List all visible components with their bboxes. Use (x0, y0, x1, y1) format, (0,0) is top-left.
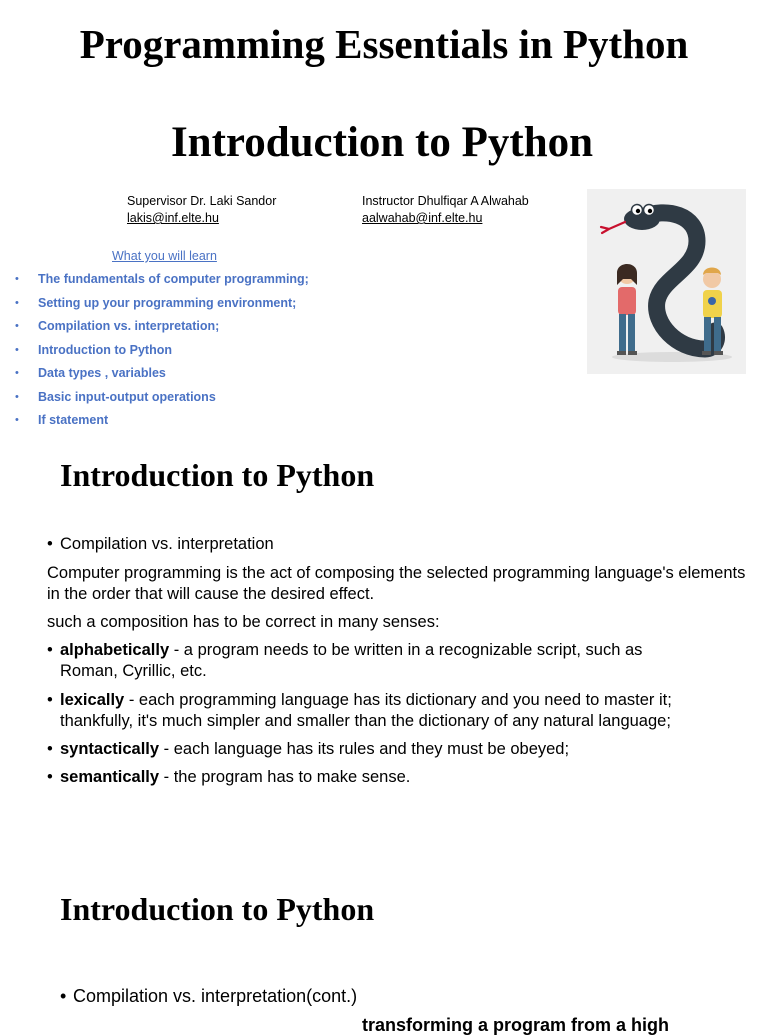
paragraph: Computer programming is the act of composing the selected programming language's elements in the order that will cause the desired effect. (47, 564, 746, 603)
learn-heading-link[interactable]: What you will learn (112, 249, 217, 263)
section-title: Introduction to Python (60, 457, 375, 493)
bullet-icon: • (60, 986, 67, 1006)
bullet-icon: • (15, 390, 19, 403)
bullet-icon: • (47, 768, 53, 786)
bullet-icon: • (15, 343, 19, 356)
bullet-icon: • (47, 641, 53, 659)
list-item: • If statement (15, 413, 109, 427)
learn-list (0, 271, 309, 436)
supervisor-email-link[interactable]: lakis@inf.elte.hu (127, 211, 219, 225)
bullet-icon: • (47, 535, 53, 553)
partial-cutoff-line: transforming a program from a high (362, 1015, 670, 1035)
instructor-email-link[interactable]: aalwahab@inf.elte.hu (362, 211, 483, 225)
list-item: • Introduction to Python (15, 342, 173, 357)
list-item: • Data types , variables (15, 366, 166, 380)
section-title: Introduction to Python (60, 891, 375, 927)
bullet-icon: • (15, 414, 19, 426)
list-item: • Basic input-output operations (15, 389, 216, 404)
bullet-icon: • (15, 367, 19, 379)
list-item: • Setting up your programming environment; (15, 295, 297, 310)
instructor-label: Instructor Dhulfiqar A Alwahab (362, 194, 529, 208)
page-subtitle: Introduction to Python (170, 119, 594, 166)
sense-item: • alphabetically - a program needs to be written in a recognizable script, such as Roman, Cyrillic, etc. (47, 641, 643, 680)
supervisor-label: Supervisor Dr. Laki Sandor (127, 194, 277, 208)
sense-item: • syntactically - each language has its rules and they must be obeyed; (47, 740, 570, 758)
sense-item: • lexically - each programming language has its dictionary and you need to master it; thankfully, it's much simpler and smaller than the dictionary of any natural language; (47, 691, 672, 730)
bullet-icon: • (47, 740, 53, 758)
page-title: Programming Essentials in Python (79, 21, 689, 67)
sense-item: • semantically - the program has to make sense. (47, 768, 411, 786)
bullet-icon: • (15, 320, 19, 332)
paragraph: such a composition has to be correct in many senses: (47, 613, 440, 631)
section-bullet: • Compilation vs. interpretation (47, 535, 274, 553)
list-item: • Compilation vs. interpretation; (15, 319, 220, 333)
supervisor-block (127, 193, 276, 227)
bullet-icon: • (15, 296, 19, 309)
bullet-icon: • (47, 691, 53, 709)
list-item: • The fundamentals of computer programming; (15, 272, 309, 286)
bullet-icon: • (15, 273, 19, 285)
instructor-block (362, 193, 529, 227)
python-snake-illustration (587, 189, 746, 374)
section-bullet: • Compilation vs. interpretation(cont.) (60, 986, 358, 1006)
